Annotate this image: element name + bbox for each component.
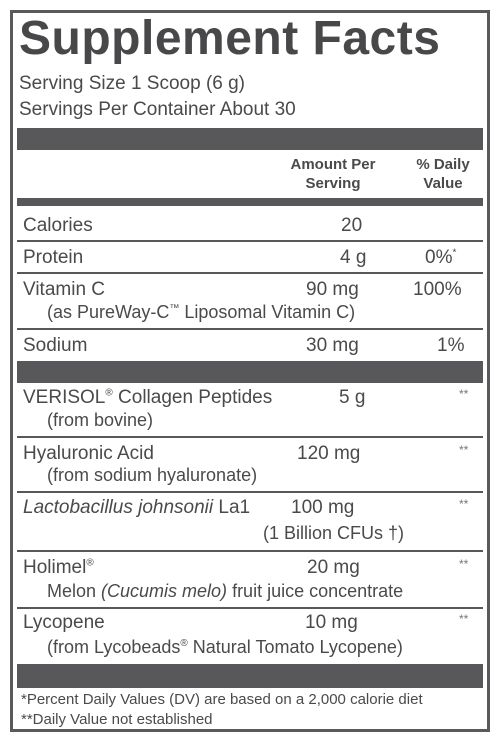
row-divider [17, 328, 483, 330]
holimel-name: Holimel [23, 557, 87, 578]
holimel-source-b: fruit juice concentrate [227, 581, 404, 601]
protein-amount: 4 g [340, 247, 367, 268]
holimel-source-a: Melon [47, 581, 102, 601]
lactobacillus-label [23, 497, 250, 519]
lactobacillus-dv: ** [459, 497, 469, 511]
row-divider [17, 550, 483, 552]
hyaluronic-source: (from sodium hyaluronate) [47, 465, 258, 485]
row-divider [17, 607, 483, 609]
registered-mark: ® [86, 557, 94, 569]
vitamin-c-amount: 90 mg [306, 279, 359, 300]
registered-mark: ® [105, 387, 113, 399]
protein-dv-mark: * [452, 247, 457, 259]
verisol-name-a: VERISOL [23, 387, 106, 408]
amount-header-line1: Amount Per [290, 156, 376, 173]
section-bar [17, 361, 483, 383]
protein-dv-value: 0% [425, 247, 453, 268]
servings-per-container: Servings Per Container About 30 [19, 99, 296, 120]
verisol-source: (from bovine) [47, 410, 154, 430]
calories-amount: 20 [341, 215, 363, 236]
serving-size: Serving Size 1 Scoop (6 g) [19, 73, 246, 94]
supplement-facts-panel [10, 10, 490, 732]
daily-value-header [405, 155, 481, 193]
vitamin-c-label: Vitamin C [23, 279, 106, 300]
verisol-label [23, 387, 272, 409]
holimel-amount: 20 mg [307, 557, 360, 578]
hyaluronic-dv: ** [459, 443, 469, 457]
vitamin-c-source-a: (as PureWay-C [47, 302, 170, 322]
hyaluronic-label: Hyaluronic Acid [23, 443, 154, 464]
holimel-dv: ** [459, 557, 469, 571]
protein-label: Protein [23, 247, 84, 268]
sodium-amount: 30 mg [306, 335, 359, 356]
holimel-source [47, 581, 403, 602]
not-established-footnote: **Daily Value not established [21, 711, 213, 728]
amount-header-line2: Serving [305, 175, 361, 192]
dv-footnote: *Percent Daily Values (DV) are based on a 2,000 calorie diet [21, 691, 423, 708]
dv-header-line2: Value [423, 175, 463, 192]
protein-dv [425, 247, 456, 269]
calories-label: Calories [23, 215, 93, 236]
lycopene-label: Lycopene [23, 612, 105, 633]
section-bar [17, 128, 483, 150]
vitamin-c-source-b: Liposomal Vitamin C) [179, 302, 356, 322]
hyaluronic-amount: 120 mg [297, 443, 361, 464]
amount-per-serving-header [281, 155, 385, 193]
verisol-dv: ** [459, 387, 469, 401]
lycopene-dv: ** [459, 612, 469, 626]
sodium-dv: 1% [437, 335, 465, 356]
lycopene-source [47, 637, 403, 658]
verisol-amount: 5 g [339, 387, 366, 408]
lycopene-amount: 10 mg [305, 612, 358, 633]
row-divider [17, 491, 483, 493]
lycopene-source-b: Natural Tomato Lycopene) [187, 637, 403, 657]
holimel-label [23, 557, 94, 579]
lactobacillus-amount: 100 mg [291, 497, 355, 518]
lycopene-source-a: (from Lycobeads [47, 637, 181, 657]
lactobacillus-species: Lactobacillus johnsonii [23, 497, 214, 518]
holimel-species: (Cucumis melo) [101, 581, 228, 601]
registered-mark: ® [180, 638, 188, 649]
panel-title: Supplement Facts [19, 12, 441, 65]
dv-header-line1: % Daily [416, 156, 470, 173]
vitamin-c-source [47, 302, 355, 323]
verisol-name-b: Collagen Peptides [112, 387, 273, 408]
vitamin-c-dv: 100% [413, 279, 462, 300]
row-divider [17, 240, 483, 242]
row-divider [17, 272, 483, 274]
row-divider [17, 436, 483, 438]
lactobacillus-strain: La1 [213, 497, 251, 518]
sodium-label: Sodium [23, 335, 88, 356]
section-bar [17, 664, 483, 688]
trademark-mark: ™ [169, 303, 180, 314]
header-divider [17, 198, 483, 206]
lactobacillus-cfu: (1 Billion CFUs †) [263, 523, 405, 543]
